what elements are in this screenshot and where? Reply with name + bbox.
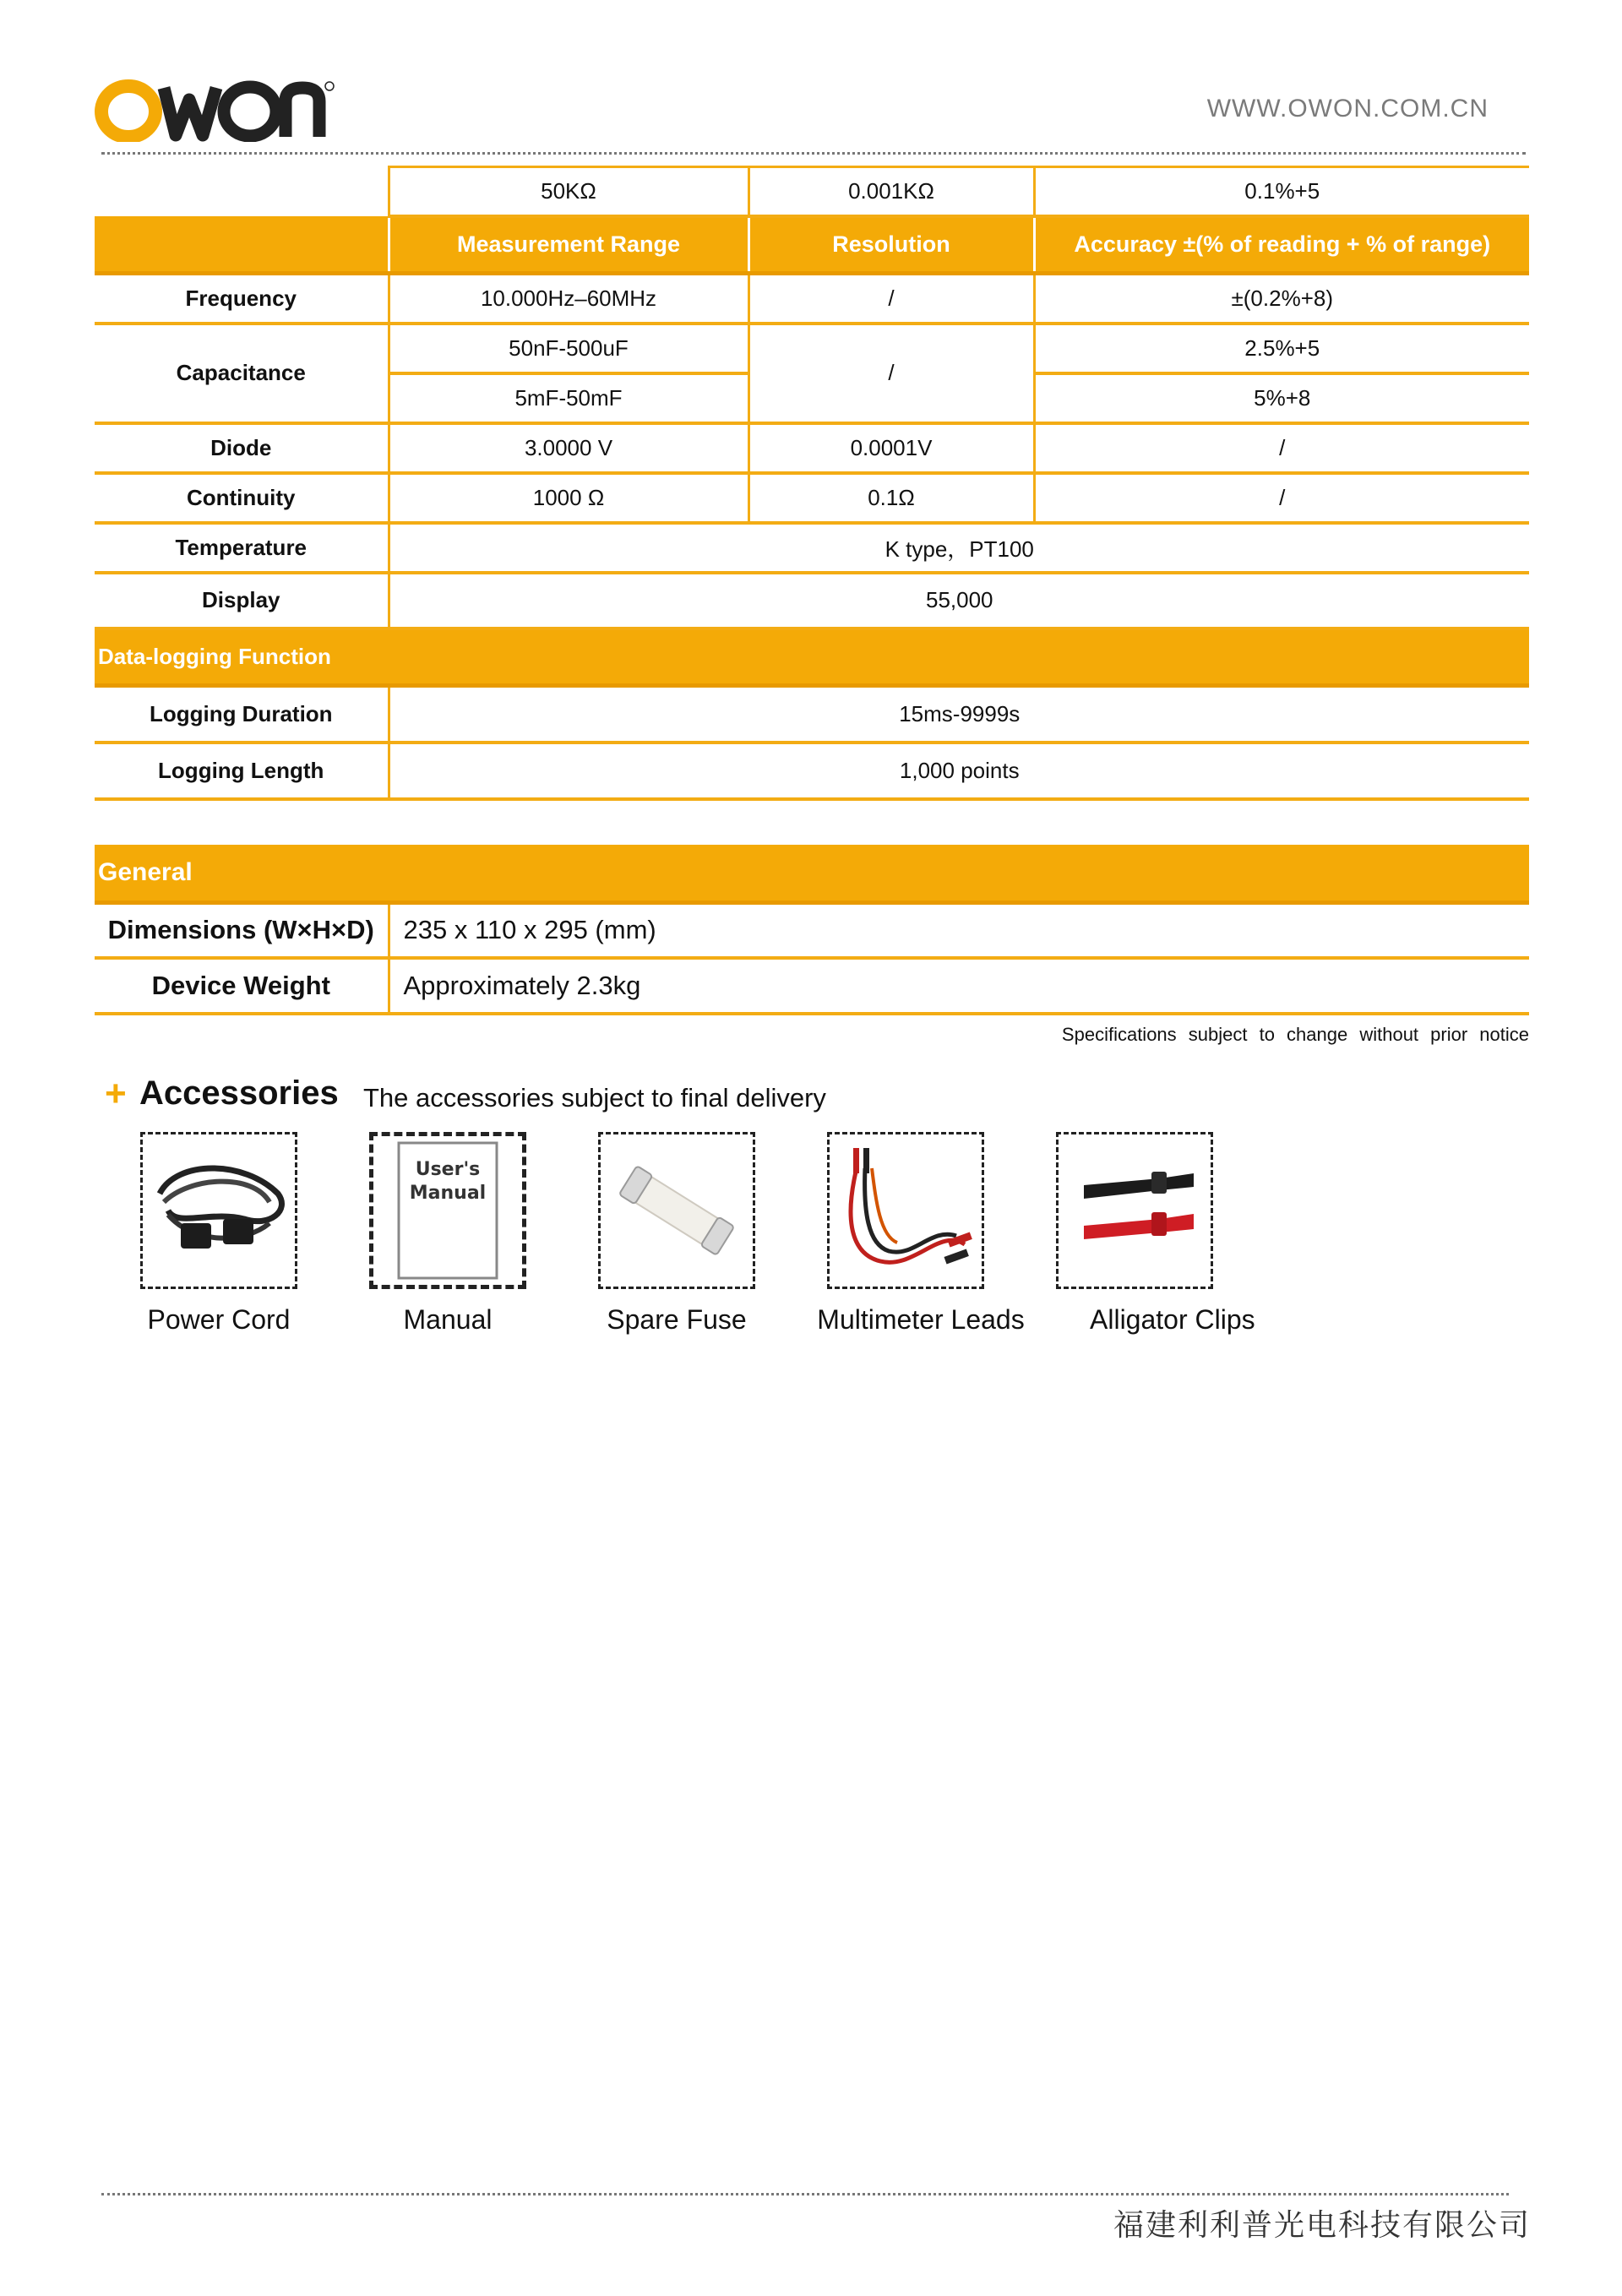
accessory-manual bbox=[369, 1132, 526, 1289]
section-general bbox=[95, 845, 1529, 902]
range-cell: 1000 Ω bbox=[389, 473, 748, 523]
value-cell: 15ms-9999s bbox=[389, 686, 1529, 743]
spec-row-resistance-tail bbox=[95, 167, 1529, 216]
owon-logo bbox=[93, 74, 338, 142]
resolution-cell: / bbox=[748, 324, 1034, 423]
resolution-cell: 0.001KΩ bbox=[748, 167, 1034, 216]
plus-icon: + bbox=[105, 1073, 127, 1114]
resolution-cell: / bbox=[748, 274, 1034, 324]
website-url[interactable]: WWW.OWON.COM.CN bbox=[1206, 95, 1489, 122]
accessory-label: Alligator Clips bbox=[1090, 1304, 1255, 1335]
accuracy-cell: / bbox=[1034, 473, 1529, 523]
spec-row-display bbox=[95, 573, 1529, 628]
section-title: General bbox=[95, 845, 1529, 902]
accuracy-cell: 5%+8 bbox=[1034, 373, 1529, 423]
range-cell: 10.000Hz–60MHz bbox=[389, 274, 748, 324]
company-name: 福建利利普光电科技有限公司 bbox=[1113, 2208, 1531, 2243]
accessory-label: Spare Fuse bbox=[607, 1304, 747, 1335]
accessory-label: Multimeter Leads bbox=[817, 1304, 1025, 1335]
section-datalogging bbox=[95, 628, 1529, 686]
value-cell: 235 x 110 x 295 (mm) bbox=[389, 902, 1529, 958]
value-cell: 1,000 points bbox=[389, 743, 1529, 799]
spec-row-capacitance bbox=[95, 324, 1529, 373]
footer-divider bbox=[101, 2193, 1509, 2195]
alligator-clips-icon bbox=[1059, 1134, 1211, 1287]
header-divider bbox=[101, 152, 1526, 155]
accessory-alligator-clips bbox=[1056, 1132, 1213, 1289]
resolution-cell: 0.0001V bbox=[748, 423, 1034, 473]
general-table bbox=[95, 845, 1529, 1015]
range-cell: 50nF-500uF bbox=[389, 324, 748, 373]
spec-column-header bbox=[95, 216, 1529, 274]
spec-row-frequency bbox=[95, 274, 1529, 324]
row-label: Dimensions (W×H×D) bbox=[95, 902, 389, 958]
spec-row-continuity bbox=[95, 473, 1529, 523]
spec-row-diode bbox=[95, 423, 1529, 473]
row-label: Device Weight bbox=[95, 958, 389, 1014]
accessory-power-cord bbox=[140, 1132, 297, 1289]
range-cell: 50KΩ bbox=[389, 167, 748, 216]
value-cell: Approximately 2.3kg bbox=[389, 958, 1529, 1014]
accuracy-cell: ±(0.2%+8) bbox=[1034, 274, 1529, 324]
row-label: Display bbox=[95, 573, 389, 628]
accessory-label: Manual bbox=[403, 1304, 493, 1335]
spec-table bbox=[95, 166, 1529, 801]
accessory-multimeter-leads bbox=[827, 1132, 984, 1289]
power-cord-icon bbox=[143, 1134, 295, 1287]
manual-icon bbox=[373, 1136, 522, 1285]
accuracy-cell: / bbox=[1034, 423, 1529, 473]
general-row-dimensions bbox=[95, 902, 1529, 958]
row-label: Temperature bbox=[95, 523, 389, 573]
value-cell: 55,000 bbox=[389, 573, 1529, 628]
accessories-title: Accessories bbox=[139, 1075, 339, 1112]
row-label: Logging Length bbox=[95, 743, 389, 799]
row-label: Logging Duration bbox=[95, 686, 389, 743]
accuracy-cell: 0.1%+5 bbox=[1034, 167, 1529, 216]
spec-disclaimer: Specifications subject to change without prior notice bbox=[1061, 1024, 1529, 1045]
spec-row-logging-duration bbox=[95, 686, 1529, 743]
column-header-accuracy: Accuracy ±(% of reading + % of range) bbox=[1034, 216, 1529, 274]
accessory-spare-fuse bbox=[598, 1132, 755, 1289]
svg-text:User's: User's bbox=[415, 1159, 481, 1180]
accessory-label: Power Cord bbox=[147, 1304, 291, 1335]
section-title: Data-logging Function bbox=[95, 628, 1529, 686]
accuracy-cell: 2.5%+5 bbox=[1034, 324, 1529, 373]
general-row-weight bbox=[95, 958, 1529, 1014]
spec-row-temperature bbox=[95, 523, 1529, 573]
column-header-range: Measurement Range bbox=[389, 216, 748, 274]
range-cell: 3.0000 V bbox=[389, 423, 748, 473]
range-cell: 5mF-50mF bbox=[389, 373, 748, 423]
accessories-subtitle: The accessories subject to final delivery bbox=[363, 1083, 826, 1113]
value-cell: K type，PT100 bbox=[389, 523, 1529, 573]
row-label: Continuity bbox=[95, 473, 389, 523]
test-leads-icon bbox=[830, 1134, 982, 1287]
row-label: Diode bbox=[95, 423, 389, 473]
row-label: Capacitance bbox=[95, 324, 389, 423]
resolution-cell: 0.1Ω bbox=[748, 473, 1034, 523]
spec-row-logging-length bbox=[95, 743, 1529, 799]
svg-text:Manual: Manual bbox=[409, 1183, 487, 1204]
column-header-resolution: Resolution bbox=[748, 216, 1034, 274]
row-label: Frequency bbox=[95, 274, 389, 324]
fuse-icon bbox=[601, 1134, 753, 1287]
